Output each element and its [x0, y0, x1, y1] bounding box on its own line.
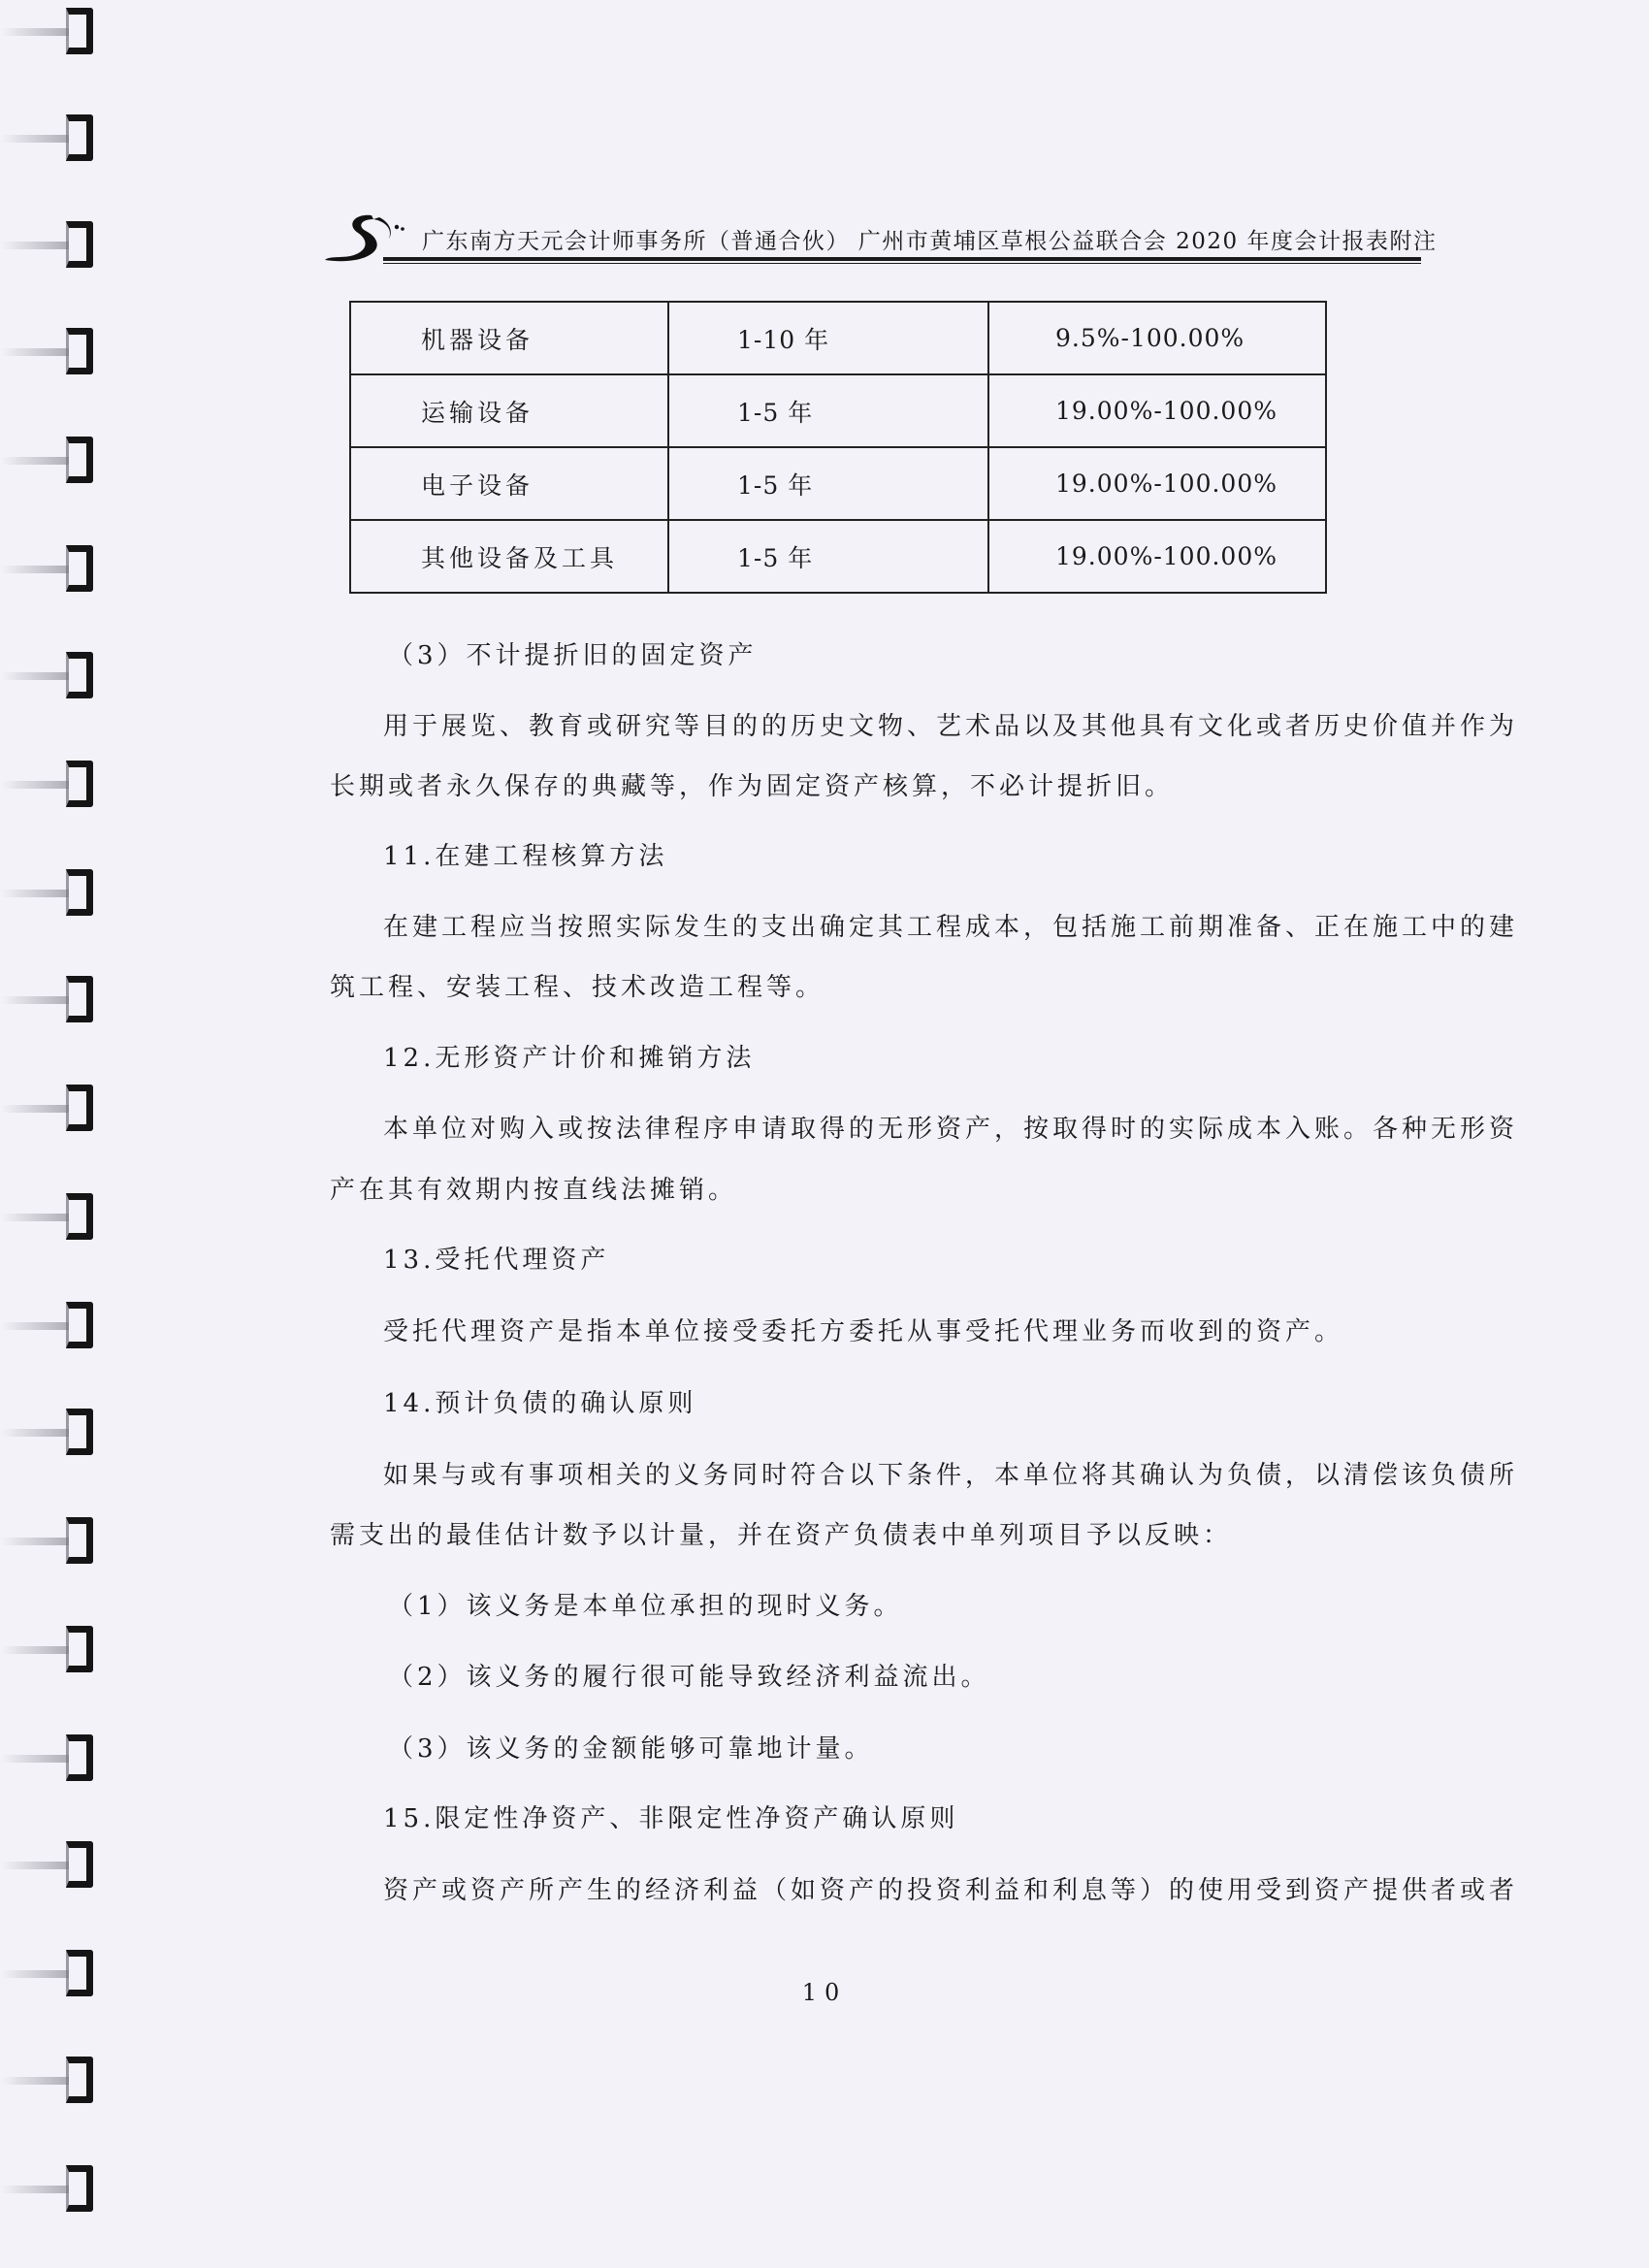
rate-cell: 9.5%-100.00%: [988, 302, 1326, 374]
binder-ring: [66, 1734, 93, 1781]
header-rule: [383, 257, 1421, 261]
paragraph-line: 产在其有效期内按直线法摊销。: [330, 1176, 738, 1205]
binder-ring: [66, 1841, 93, 1888]
paragraph-line: 用于展览、教育或研究等目的的历史文物、艺术品以及其他具有文化或者历史价值并作为: [383, 712, 1519, 741]
table-row: [350, 302, 1326, 374]
list-item: （1）该义务是本单位承担的现时义务。: [388, 1592, 903, 1621]
binder-ring: [66, 114, 93, 161]
paragraph-line: 本单位对购入或按法律程序申请取得的无形资产，按取得时的实际成本入账。各种无形资: [383, 1115, 1519, 1144]
rate-cell: 19.00%-100.00%: [988, 447, 1326, 520]
life-cell: 1-5 年: [668, 447, 988, 520]
binder-ring: [66, 1302, 93, 1348]
paragraph-line: 在建工程应当按照实际发生的支出确定其工程成本，包括施工前期准备、正在施工中的建: [383, 913, 1519, 942]
binder-ring: [66, 8, 93, 54]
table-row: [350, 520, 1326, 593]
binder-ring: [66, 1193, 93, 1240]
category-cell: 机器设备: [350, 302, 668, 374]
binder-ring: [66, 761, 93, 807]
section-heading: 11.在建工程核算方法: [383, 842, 668, 871]
category-cell: 运输设备: [350, 374, 668, 447]
subsection-heading: （3）不计提折旧的固定资产: [388, 641, 758, 670]
paragraph-line: 如果与或有事项相关的义务同时符合以下条件，本单位将其确认为负债，以清偿该负债所: [383, 1461, 1519, 1490]
paragraph-line: 受托代理资产是指本单位接受委托方委托从事受托代理业务而收到的资产。: [383, 1317, 1344, 1346]
binder-ring: [66, 545, 93, 592]
binder-ring: [66, 221, 93, 268]
binder-ring: [66, 1517, 93, 1564]
paragraph-line: 资产或资产所产生的经济利益（如资产的投资利益和利息等）的使用受到资产提供者或者: [383, 1876, 1519, 1905]
category-cell: 电子设备: [350, 447, 668, 520]
table-row: [350, 447, 1326, 520]
rate-cell: 19.00%-100.00%: [988, 374, 1326, 447]
life-cell: 1-5 年: [668, 520, 988, 593]
life-cell: 1-5 年: [668, 374, 988, 447]
paragraph-line: 筑工程、安装工程、技术改造工程等。: [330, 973, 825, 1002]
header-title: 广东南方天元会计师事务所（普通合伙） 广州市黄埔区草根公益联合会 2020 年度会计报表附注: [422, 229, 1438, 254]
rate-cell: 19.00%-100.00%: [988, 520, 1326, 593]
depreciation-table: [349, 301, 1327, 594]
binder-ring: [66, 976, 93, 1022]
page-number: 10: [801, 1979, 848, 2006]
binder-ring: [66, 437, 93, 483]
page-header: [325, 208, 1438, 266]
section-heading: 15.限定性净资产、非限定性净资产确认原则: [383, 1804, 959, 1833]
binder-ring: [66, 1626, 93, 1672]
category-cell: 其他设备及工具: [350, 520, 668, 593]
table-row: [350, 374, 1326, 447]
life-cell: 1-10 年: [668, 302, 988, 374]
section-heading: 14.预计负债的确认原则: [383, 1389, 697, 1418]
binder-ring: [66, 328, 93, 374]
list-item: （3）该义务的金额能够可靠地计量。: [388, 1734, 874, 1764]
binder-ring: [66, 869, 93, 916]
binder-rings: [0, 0, 126, 2268]
binder-ring: [66, 652, 93, 698]
binder-ring: [66, 2165, 93, 2212]
section-heading: 12.无形资产计价和摊销方法: [383, 1044, 756, 1073]
binder-ring: [66, 1409, 93, 1455]
paragraph-line: 长期或者永久保存的典藏等，作为固定资产核算，不必计提折旧。: [330, 772, 1175, 801]
binder-ring: [66, 2057, 93, 2103]
binder-ring: [66, 1085, 93, 1131]
section-heading: 13.受托代理资产: [383, 1246, 610, 1275]
header-rule-thin: [383, 263, 1421, 264]
paragraph-line: 需支出的最佳估计数予以计量，并在资产负债表中单列项目予以反映：: [330, 1521, 1233, 1550]
list-item: （2）该义务的履行很可能导致经济利益流出。: [388, 1663, 990, 1692]
